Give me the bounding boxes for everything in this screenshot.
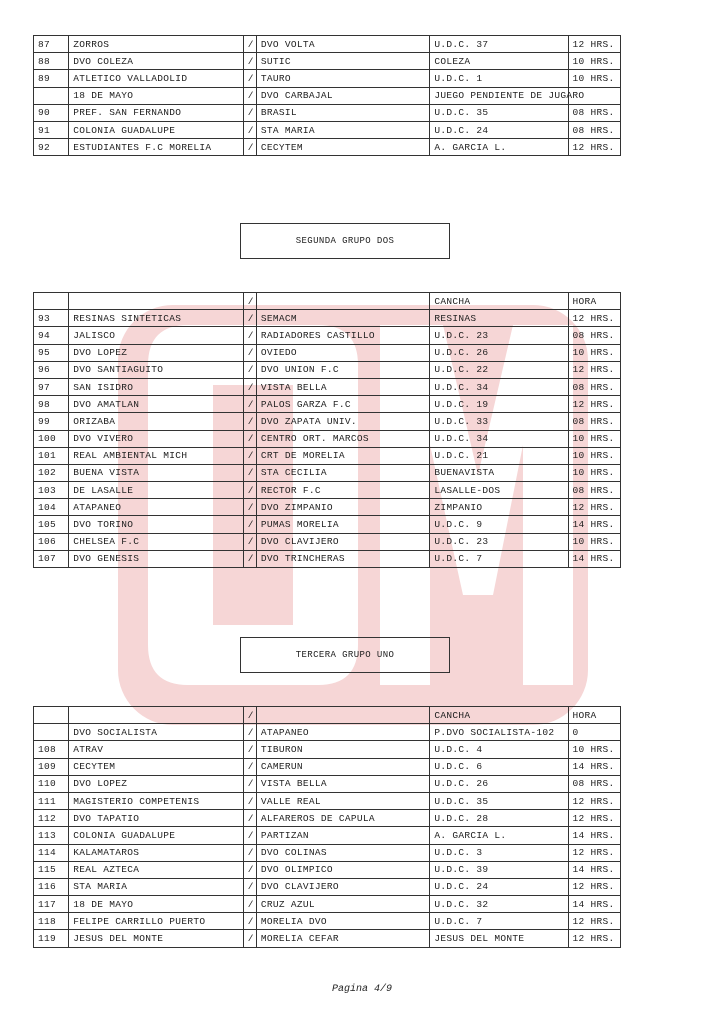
hour: 12 HRS. [568,810,620,827]
hour: 08 HRS. [568,482,620,499]
home-team: 18 DE MAYO [69,896,243,913]
hour: 14 HRS. [568,861,620,878]
field: P.DVO SOCIALISTA-102 [430,724,568,741]
match-number: 95 [34,344,69,361]
hour: 12 HRS. [568,139,620,156]
table-row [34,930,621,947]
field: U.D.C. 37 [430,36,568,53]
away-team: PUMAS MORELIA [256,516,429,533]
match-number: 110 [34,775,69,792]
field: A. GARCIA L. [430,139,568,156]
away-team: DVO TRINCHERAS [256,550,429,567]
header-away [256,293,429,310]
field: U.D.C. 4 [430,741,568,758]
vs-separator: / [243,396,256,413]
match-number: 98 [34,396,69,413]
home-team: MAGISTERIO COMPETENIS [69,792,243,809]
match-number: 100 [34,430,69,447]
match-number: 117 [34,896,69,913]
field: ZIMPANIO [430,499,568,516]
away-team: MORELIA DVO [256,913,429,930]
vs-separator: / [243,361,256,378]
away-team: DVO ZAPATA UNIV. [256,413,429,430]
hour: 12 HRS. [568,36,620,53]
table-row [34,550,621,567]
field: JESUS DEL MONTE [430,930,568,947]
vs-separator: / [243,87,256,104]
table-row [34,361,621,378]
vs-separator: / [243,741,256,758]
table-row [34,36,621,53]
away-team: DVO CLAVIJERO [256,533,429,550]
schedule-table-1 [33,35,621,156]
hour: 12 HRS. [568,844,620,861]
vs-separator: / [243,550,256,567]
table-row [34,310,621,327]
away-team: SUTIC [256,53,429,70]
vs-separator: / [243,139,256,156]
field: U.D.C. 23 [430,533,568,550]
away-team: DVO UNION F.C [256,361,429,378]
match-number: 89 [34,70,69,87]
away-team: CRT DE MORELIA [256,447,429,464]
vs-separator: / [243,724,256,741]
home-team: CHELSEA F.C [69,533,243,550]
table-row [34,139,621,156]
away-team: PALOS GARZA F.C [256,396,429,413]
away-team: CRUZ AZUL [256,896,429,913]
away-team: BRASIL [256,104,429,121]
home-team: ZORROS [69,36,243,53]
table-row [34,87,621,104]
field: U.D.C. 32 [430,896,568,913]
table-row [34,775,621,792]
home-team: DVO LOPEZ [69,344,243,361]
hour: 08 HRS. [568,413,620,430]
hour: 08 HRS. [568,327,620,344]
table-row [34,861,621,878]
header-separator: / [243,293,256,310]
match-number [34,87,69,104]
field: U.D.C. 1 [430,70,568,87]
table-row [34,913,621,930]
vs-separator: / [243,499,256,516]
hour: 14 HRS. [568,758,620,775]
table-row [34,430,621,447]
match-number: 101 [34,447,69,464]
table-header-row [34,293,621,310]
hour: 12 HRS. [568,499,620,516]
home-team: FELIPE CARRILLO PUERTO [69,913,243,930]
hour: 10 HRS. [568,447,620,464]
table-row [34,70,621,87]
away-team: DVO COLINAS [256,844,429,861]
match-number: 96 [34,361,69,378]
home-team: ORIZABA [69,413,243,430]
home-team: ATLETICO VALLADOLID [69,70,243,87]
away-team: OVIEDO [256,344,429,361]
header-home [69,293,243,310]
table-header-row [34,707,621,724]
table-row [34,896,621,913]
match-number: 115 [34,861,69,878]
vs-separator: / [243,758,256,775]
home-team: DE LASALLE [69,482,243,499]
table-row [34,844,621,861]
home-team: DVO TAPATIO [69,810,243,827]
table-row [34,724,621,741]
match-number: 119 [34,930,69,947]
hour: 12 HRS. [568,878,620,895]
field: JUEGO PENDIENTE DE JUGARO [430,87,568,104]
hour: 08 HRS. [568,378,620,395]
hour: 12 HRS. [568,310,620,327]
hour: 14 HRS. [568,896,620,913]
table-row [34,878,621,895]
away-team: PARTIZAN [256,827,429,844]
match-number: 92 [34,139,69,156]
field: COLEZA [430,53,568,70]
header-hora: HORA [568,707,620,724]
table-row [34,464,621,481]
hour: 12 HRS. [568,930,620,947]
away-team: CENTRO ORT. MARCOS [256,430,429,447]
table-row [34,516,621,533]
away-team: TIBURON [256,741,429,758]
match-number [34,724,69,741]
away-team: DVO VOLTA [256,36,429,53]
vs-separator: / [243,310,256,327]
header-cancha: CANCHA [430,707,568,724]
away-team: RADIADORES CASTILLO [256,327,429,344]
match-number: 94 [34,327,69,344]
hour: 08 HRS. [568,121,620,138]
hour: 12 HRS. [568,361,620,378]
home-team: ATRAV [69,741,243,758]
match-number: 105 [34,516,69,533]
vs-separator: / [243,775,256,792]
table-row [34,499,621,516]
home-team: ATAPANEO [69,499,243,516]
away-team: VISTA BELLA [256,775,429,792]
table-row [34,741,621,758]
vs-separator: / [243,447,256,464]
vs-separator: / [243,827,256,844]
match-number: 107 [34,550,69,567]
section-title-segunda-grupo-dos: SEGUNDA GRUPO DOS [240,223,450,259]
field: U.D.C. 28 [430,810,568,827]
match-number: 118 [34,913,69,930]
field: LASALLE-DOS [430,482,568,499]
home-team: SAN ISIDRO [69,378,243,395]
hour: 10 HRS. [568,533,620,550]
home-team: JALISCO [69,327,243,344]
header-separator: / [243,707,256,724]
hour: 12 HRS. [568,792,620,809]
table-row [34,482,621,499]
vs-separator: / [243,533,256,550]
match-number: 97 [34,378,69,395]
hour: 10 HRS. [568,70,620,87]
hour: 0 [568,724,620,741]
match-number: 108 [34,741,69,758]
vs-separator: / [243,327,256,344]
away-team: VALLE REAL [256,792,429,809]
away-team: CECYTEM [256,139,429,156]
hour: 10 HRS. [568,741,620,758]
field: U.D.C. 24 [430,121,568,138]
match-number: 109 [34,758,69,775]
table-row [34,121,621,138]
vs-separator: / [243,861,256,878]
vs-separator: / [243,878,256,895]
vs-separator: / [243,930,256,947]
vs-separator: / [243,896,256,913]
home-team: ESTUDIANTES F.C MORELIA [69,139,243,156]
home-team: KALAMATAROS [69,844,243,861]
hour: 10 HRS. [568,344,620,361]
field: U.D.C. 23 [430,327,568,344]
match-number: 88 [34,53,69,70]
match-number: 87 [34,36,69,53]
header-num [34,293,69,310]
vs-separator: / [243,482,256,499]
table-row [34,792,621,809]
vs-separator: / [243,378,256,395]
match-number: 99 [34,413,69,430]
table-row [34,413,621,430]
match-number: 90 [34,104,69,121]
field: U.D.C. 24 [430,878,568,895]
field: U.D.C. 6 [430,758,568,775]
away-team: DVO ZIMPANIO [256,499,429,516]
field: U.D.C. 19 [430,396,568,413]
home-team: BUENA VISTA [69,464,243,481]
field: U.D.C. 39 [430,861,568,878]
away-team: SEMACM [256,310,429,327]
away-team: ATAPANEO [256,724,429,741]
table-row [34,447,621,464]
field: U.D.C. 21 [430,447,568,464]
home-team: DVO LOPEZ [69,775,243,792]
hour: 14 HRS. [568,516,620,533]
hour: 10 HRS. [568,464,620,481]
match-number: 116 [34,878,69,895]
field: U.D.C. 35 [430,792,568,809]
hour: 08 HRS. [568,775,620,792]
header-away [256,707,429,724]
field: BUENAVISTA [430,464,568,481]
schedule-table-2 [33,292,621,568]
header-cancha: CANCHA [430,293,568,310]
match-number: 102 [34,464,69,481]
vs-separator: / [243,844,256,861]
home-team: DVO COLEZA [69,53,243,70]
vs-separator: / [243,464,256,481]
away-team: MORELIA CEFAR [256,930,429,947]
field: U.D.C. 9 [430,516,568,533]
field: U.D.C. 34 [430,430,568,447]
hour: 14 HRS. [568,550,620,567]
home-team: DVO SOCIALISTA [69,724,243,741]
table-row [34,104,621,121]
away-team: VISTA BELLA [256,378,429,395]
home-team: PREF. SAN FERNANDO [69,104,243,121]
vs-separator: / [243,413,256,430]
match-number: 114 [34,844,69,861]
vs-separator: / [243,36,256,53]
match-number: 103 [34,482,69,499]
away-team: STA CECILIA [256,464,429,481]
away-team: STA MARIA [256,121,429,138]
away-team: DVO CLAVIJERO [256,878,429,895]
vs-separator: / [243,516,256,533]
field: RESINAS [430,310,568,327]
hour: 10 HRS. [568,53,620,70]
away-team: TAURO [256,70,429,87]
table-row [34,327,621,344]
hour: 14 HRS. [568,827,620,844]
field: U.D.C. 26 [430,775,568,792]
match-number: 93 [34,310,69,327]
table-row [34,810,621,827]
table-row [34,378,621,395]
field: A. GARCIA L. [430,827,568,844]
home-team: DVO GENESIS [69,550,243,567]
home-team: DVO VIVERO [69,430,243,447]
hour: 08 HRS. [568,104,620,121]
vs-separator: / [243,70,256,87]
vs-separator: / [243,121,256,138]
home-team: STA MARIA [69,878,243,895]
vs-separator: / [243,913,256,930]
field: U.D.C. 7 [430,550,568,567]
vs-separator: / [243,344,256,361]
hour: 10 HRS. [568,430,620,447]
away-team: DVO OLIMPICO [256,861,429,878]
header-home [69,707,243,724]
vs-separator: / [243,792,256,809]
header-num [34,707,69,724]
header-hora: HORA [568,293,620,310]
vs-separator: / [243,430,256,447]
match-number: 111 [34,792,69,809]
page-footer: Pagina 4/9 [331,984,392,995]
schedule-table-3 [33,706,621,948]
field: U.D.C. 26 [430,344,568,361]
home-team: RESINAS SINTETICAS [69,310,243,327]
match-number: 91 [34,121,69,138]
vs-separator: / [243,104,256,121]
match-number: 106 [34,533,69,550]
field: U.D.C. 35 [430,104,568,121]
match-number: 113 [34,827,69,844]
home-team: CECYTEM [69,758,243,775]
section-title-tercera-grupo-uno: TERCERA GRUPO UNO [240,637,450,673]
field: U.D.C. 33 [430,413,568,430]
table-row [34,533,621,550]
vs-separator: / [243,53,256,70]
away-team: ALFAREROS DE CAPULA [256,810,429,827]
hour: 12 HRS. [568,396,620,413]
home-team: COLONIA GUADALUPE [69,121,243,138]
home-team: JESUS DEL MONTE [69,930,243,947]
table-row [34,396,621,413]
hour: 12 HRS. [568,913,620,930]
home-team: REAL AMBIENTAL MICH [69,447,243,464]
field: U.D.C. 34 [430,378,568,395]
home-team: COLONIA GUADALUPE [69,827,243,844]
home-team: REAL AZTECA [69,861,243,878]
table-row [34,827,621,844]
field: U.D.C. 3 [430,844,568,861]
away-team: CAMERUN [256,758,429,775]
vs-separator: / [243,810,256,827]
away-team: DVO CARBAJAL [256,87,429,104]
away-team: RECTOR F.C [256,482,429,499]
field: U.D.C. 22 [430,361,568,378]
table-row [34,758,621,775]
match-number: 104 [34,499,69,516]
home-team: DVO AMATLAN [69,396,243,413]
home-team: 18 DE MAYO [69,87,243,104]
table-row [34,53,621,70]
home-team: DVO SANTIAGUITO [69,361,243,378]
field: U.D.C. 7 [430,913,568,930]
home-team: DVO TORINO [69,516,243,533]
match-number: 112 [34,810,69,827]
table-row [34,344,621,361]
